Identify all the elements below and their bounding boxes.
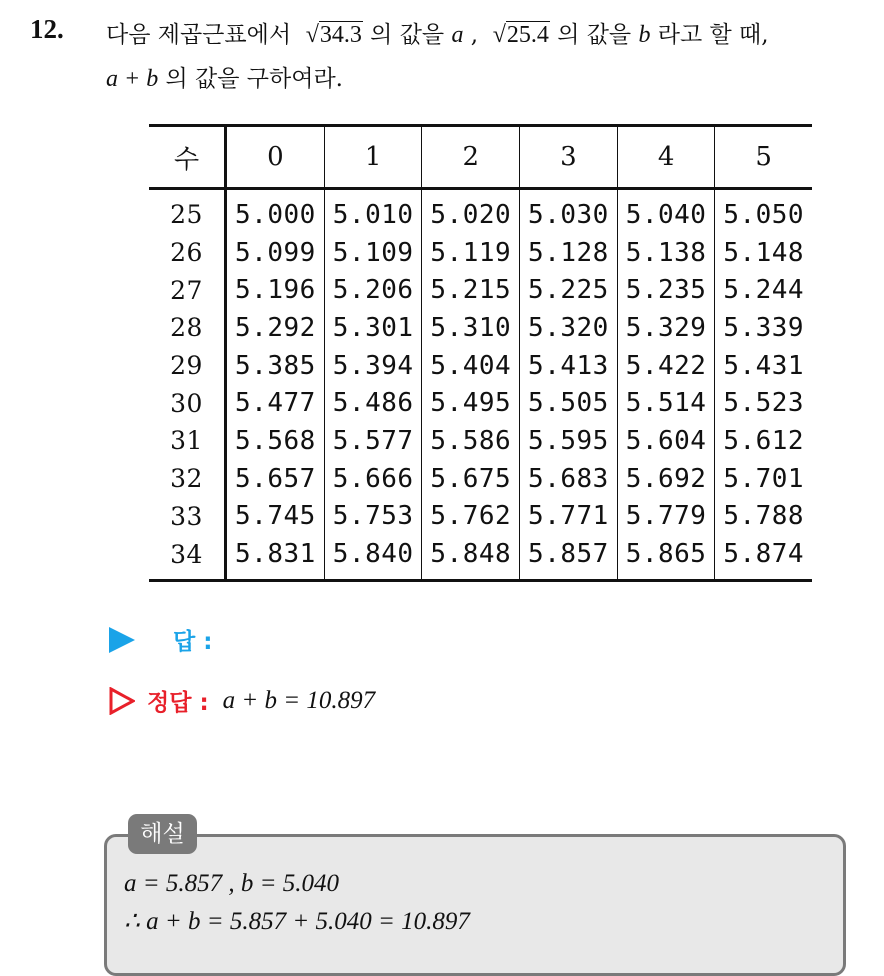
value-cell: 5.753 — [324, 498, 422, 536]
value-cell: 5.745 — [226, 498, 325, 536]
value-cell: 5.320 — [520, 309, 618, 347]
table-row — [149, 189, 812, 234]
header-cell: 1 — [324, 126, 422, 189]
table-row — [149, 460, 812, 498]
row-number-cell: 28 — [170, 313, 203, 343]
value-cell: 5.000 — [226, 189, 325, 234]
value-cell: 5.329 — [617, 309, 715, 347]
value-cell: 5.762 — [422, 498, 520, 536]
value-cell: 5.206 — [324, 271, 422, 309]
problem-text-2: 의 값을 — [370, 22, 445, 48]
table-row — [149, 384, 812, 422]
row-number-cell: 33 — [170, 501, 203, 531]
row-number-cell: 27 — [170, 275, 203, 305]
value-cell: 5.831 — [226, 535, 325, 580]
row-number-cell: 34 — [149, 535, 226, 580]
value-cell: 5.244 — [715, 271, 812, 309]
value-cell: 5.586 — [422, 422, 520, 460]
problem-text-4: 라고 할 때, — [657, 22, 769, 48]
value-cell: 5.119 — [422, 234, 520, 272]
header-cell: 2 — [422, 126, 520, 189]
problem-line-2 — [106, 60, 343, 93]
value-cell: 5.404 — [422, 347, 520, 385]
value-cell: 5.692 — [617, 460, 715, 498]
value-cell: 5.683 — [520, 460, 618, 498]
value-cell: 5.148 — [715, 234, 812, 272]
answer-row — [109, 623, 212, 656]
value-cell: 5.486 — [324, 384, 422, 422]
correct-answer-row — [109, 684, 375, 717]
problem-text-1: 다음 제곱근표에서 — [106, 22, 292, 48]
value-cell: 5.577 — [324, 422, 422, 460]
value-cell: 5.422 — [617, 347, 715, 385]
filled-triangle-icon — [109, 627, 135, 653]
header-cell: 3 — [520, 126, 618, 189]
explanation-line-2: ∴ a + b = 5.857 + 5.040 = 10.897 — [124, 908, 470, 935]
answer-label: 답 : — [173, 629, 213, 655]
value-cell: 5.595 — [520, 422, 618, 460]
row-number-cell: 25 — [170, 200, 203, 230]
value-cell: 5.865 — [617, 535, 715, 580]
value-cell: 5.666 — [324, 460, 422, 498]
row-number-cell: 32 — [170, 464, 203, 494]
value-cell: 5.840 — [324, 535, 422, 580]
value-cell: 5.657 — [226, 460, 325, 498]
value-cell: 5.771 — [520, 498, 618, 536]
value-cell: 5.701 — [715, 460, 812, 498]
row-number-cell: 31 — [170, 426, 203, 456]
sqrt1-arg: 34.3 — [319, 22, 362, 48]
explanation-tag: 해설 — [128, 814, 197, 854]
header-cell: 5 — [715, 126, 812, 189]
value-cell: 5.431 — [715, 347, 812, 385]
comma: , — [470, 22, 479, 48]
expr-a-plus-b: a + b — [106, 66, 159, 92]
table-row — [149, 309, 812, 347]
value-cell: 5.128 — [520, 234, 618, 272]
row-number-cell: 30 — [170, 388, 203, 418]
value-cell: 5.050 — [715, 189, 812, 234]
value-cell: 5.040 — [617, 189, 715, 234]
value-cell: 5.495 — [422, 384, 520, 422]
value-cell: 5.514 — [617, 384, 715, 422]
value-cell: 5.505 — [520, 384, 618, 422]
var-a: a — [451, 22, 464, 48]
value-cell: 5.339 — [715, 309, 812, 347]
sqrt-25-4: √25.4 — [492, 22, 549, 48]
value-cell: 5.235 — [617, 271, 715, 309]
problem-line-1 — [106, 16, 769, 49]
sqrt2-arg: 25.4 — [506, 22, 549, 48]
value-cell: 5.394 — [324, 347, 422, 385]
value-cell: 5.857 — [520, 535, 618, 580]
value-cell: 5.109 — [324, 234, 422, 272]
sqrt-34-3: √34.3 — [305, 22, 362, 48]
square-root-table — [149, 124, 812, 582]
value-cell: 5.874 — [715, 535, 812, 580]
explanation-box — [104, 834, 846, 976]
row-number-cell: 26 — [170, 238, 203, 268]
value-cell: 5.413 — [520, 347, 618, 385]
value-cell: 5.030 — [520, 189, 618, 234]
explanation-line-1: a = 5.857 , b = 5.040 — [124, 870, 339, 897]
value-cell: 5.848 — [422, 535, 520, 580]
var-b: b — [638, 22, 651, 48]
problem-text-3: 의 값을 — [557, 22, 632, 48]
table-row — [149, 422, 812, 460]
value-cell: 5.292 — [226, 309, 325, 347]
header-cell: 4 — [617, 126, 715, 189]
value-cell: 5.215 — [422, 271, 520, 309]
value-cell: 5.612 — [715, 422, 812, 460]
value-cell: 5.779 — [617, 498, 715, 536]
table-row — [149, 347, 812, 385]
value-cell: 5.477 — [226, 384, 325, 422]
header-cell: 수 — [149, 126, 226, 189]
header-cell: 0 — [226, 126, 325, 189]
table-row — [149, 535, 812, 580]
table-row — [149, 271, 812, 309]
value-cell: 5.099 — [226, 234, 325, 272]
row-number-cell: 29 — [170, 351, 203, 381]
value-cell: 5.788 — [715, 498, 812, 536]
value-cell: 5.568 — [226, 422, 325, 460]
problem-text-5: 의 값을 구하여라. — [165, 66, 343, 92]
value-cell: 5.020 — [422, 189, 520, 234]
value-cell: 5.675 — [422, 460, 520, 498]
value-cell: 5.138 — [617, 234, 715, 272]
value-cell: 5.301 — [324, 309, 422, 347]
value-cell: 5.385 — [226, 347, 325, 385]
table-row — [149, 234, 812, 272]
problem-number: 12. — [30, 14, 64, 44]
value-cell: 5.225 — [520, 271, 618, 309]
value-cell: 5.523 — [715, 384, 812, 422]
table-row — [149, 498, 812, 536]
value-cell: 5.010 — [324, 189, 422, 234]
value-cell: 5.310 — [422, 309, 520, 347]
correct-value: a + b = 10.897 — [222, 686, 376, 714]
outline-triangle-icon — [109, 687, 135, 715]
value-cell: 5.604 — [617, 422, 715, 460]
value-cell: 5.196 — [226, 271, 325, 309]
correct-label: 정답 : — [147, 690, 209, 716]
table-header-row — [149, 126, 812, 189]
